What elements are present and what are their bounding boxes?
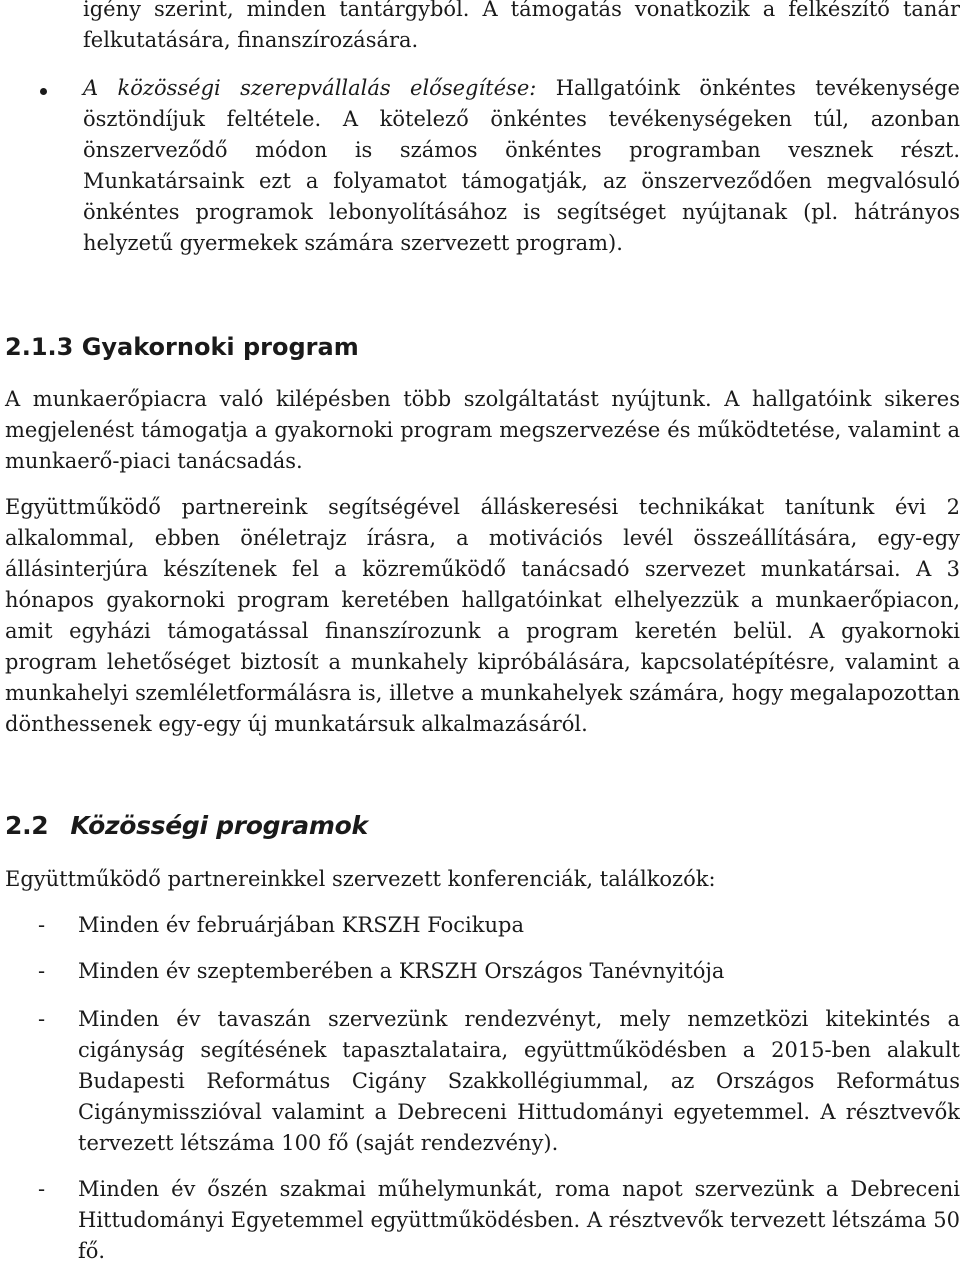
section-heading-2-1-3 [5, 332, 960, 362]
list-item-text: Minden év tavaszán szervezünk rendezvényt, mely nemzetközi kitekintés a cigányság segítésének tapasztalataira, együttműködésben a 2015-ben alakult Budapesti Református Cigány Szakkollégiummal, az Országos Református Cigánymisszióval valamint a Debreceni Hittudományi egyetemmel. A résztvevők tervezett létszáma 100 fő (saját rendezvény). [78, 1007, 960, 1155]
intro-text: Együttműködő partnereinkkel szervezett konferenciák, találkozók: [5, 867, 716, 891]
dash-list-item [0, 956, 960, 987]
dash-list-item [0, 1004, 960, 1159]
dash-list-item [0, 910, 960, 941]
bullet-item-2 [5, 73, 960, 259]
bullet-2-label: A közösségi szerepvállalás elősegítése: [83, 76, 537, 100]
section-heading-2-2 [5, 810, 960, 842]
section-2-1-3-paragraph-2 [5, 492, 960, 740]
dash-list-item [0, 1174, 960, 1267]
section-2-2-intro [5, 864, 960, 895]
list-item-text: Minden év szeptemberében a KRSZH Országos Tanévnyitója [78, 959, 725, 983]
section-2-1-3-paragraph-1 [5, 384, 960, 477]
paragraph-text: Együttműködő partnereink segítségével álláskeresési technikákat tanítunk évi 2 alkalommal, ebben önéletrajz írásra, a motivációs levél összeállítására, egy-egy állásinterjúra készítenek fel a közreműködő tanácsadó szervezet munkatársai. A 3 hónapos gyakornoki program keretében hallgatóinkat elhelyezzük a munkaerőpiacon, amit egyházi támogatással finanszírozunk a program keretén belül. A gyakornoki program lehetőséget biztosít a munkahely kipróbálására, kapcsolatépítésre, valamint a munkahelyi szemléletformálásra is, illetve a munkahelyek számára, hogy megalapozottan dönthessenek egy-egy új munkatársuk alkalmazásáról. [5, 495, 960, 736]
section-title-text: Közösségi programok [70, 811, 368, 840]
section-title-kozossegi [5, 810, 960, 842]
dash-marker: - [38, 913, 46, 937]
section-number: 2.2 [5, 811, 49, 840]
bullet-continuation [5, 0, 960, 56]
dash-marker: - [38, 959, 46, 983]
bullet-2-text: Hallgatóink önkéntes tevékenysége ösztöndíjuk feltétele. A kötelező önkéntes tevékenységeken túl, azonban önszerveződő módon is számos önkéntes programban vesznek részt. Munkatársaink ezt a folyamatot támogatják, az önszerveződően megvalósuló önkéntes programok lebonyolításához is segítséget nyújtanak (pl. hátrányos helyzetű gyermekek számára szervezett program). [83, 76, 960, 255]
list-item-text: Minden év őszén szakmai műhelymunkát, roma napot szervezünk a Debreceni Hittudományi Egyetemmel együttműködésben. A résztvevők tervezett létszáma 50 fő. [78, 1177, 960, 1263]
section-title-gyakornoki: 2.1.3 Gyakornoki program [5, 333, 359, 361]
dash-marker: - [38, 1007, 46, 1031]
list-item-text: Minden év februárjában KRSZH Focikupa [78, 913, 524, 937]
dash-marker: - [38, 1177, 46, 1201]
bullet-1-continuation-text: igény szerint, minden tantárgyból. A támogatás vonatkozik a felkészítő tanár felkutatására, finanszírozására. [83, 0, 960, 52]
bullet-2-paragraph [5, 73, 960, 259]
paragraph-text: A munkaerőpiacra való kilépésben több szolgáltatást nyújtunk. A hallgatóink sikeres megjelenést támogatja a gyakornoki program megszervezése és működtetése, valamint a munkaerő-piaci tanácsadás. [5, 387, 960, 473]
